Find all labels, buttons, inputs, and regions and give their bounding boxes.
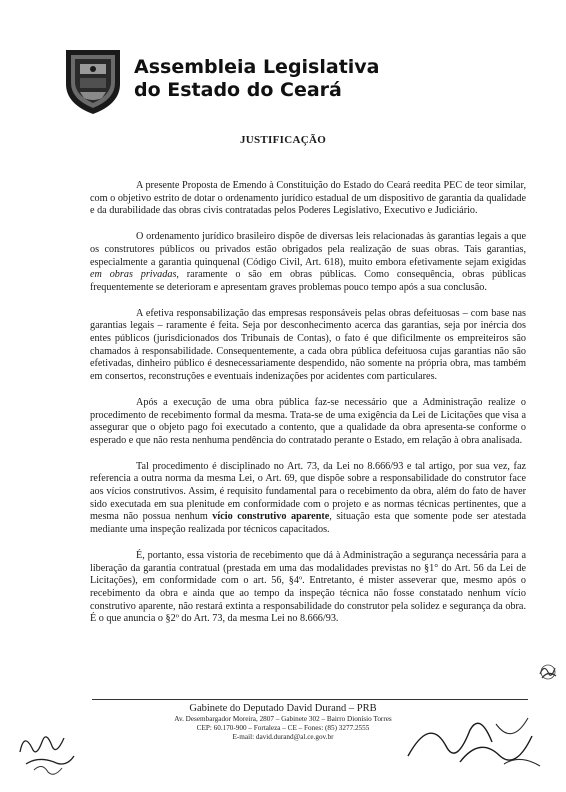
paragraph-1: A presente Proposta de Emendo à Constituição do Estado do Ceará reedita PEC de teor similar, com o objetivo estrito de dotar o ordenamento jurídico estadual de um dispositivo de garantia da qualidade e da durabilidade das obras civis contratadas pelos Poderes Legislativo, Executivo e Judiciário. bbox=[90, 180, 526, 217]
letterhead bbox=[62, 46, 392, 116]
justification-body bbox=[90, 180, 526, 626]
footer-address-line1: Av. Desembargador Moreira, 2807 – Gabinete 302 – Bairro Dionísio Torres bbox=[174, 715, 392, 723]
paragraph-3: A efetiva responsabilização das empresas responsáveis pelas obras defeituosas – com base nas garantias legais – raramente é feita. Seja por desconhecimento acerca das garantias, seja por inércia dos entes públicos (jurisdicionados dos Tribunais de Contas), o fato é que dificilmente os empreiteiros são chamados à responsabilidade. Consequentemente, a cada obra pública defeituosa cujas garantias não são efetivadas, dinheiro público é desnecessariamente despendido, não somente na própria obra, mas também em consertos, reconstruções e eventuais indenizações por acidentes com particulares. bbox=[90, 307, 526, 383]
footer-email: E-mail: david.durand@al.ce.gov.br bbox=[232, 733, 334, 741]
paragraph-5-text-a: Tal procedimento é disciplinado no Art. 73, da Lei no 8.666/93 e tal artigo, por sua vez, faz referencia a outra norma da mesma Lei, o Art. 69, que dispõe sobre a responsabilidade do construtor face aos vícios construtivos. Assim, é requisito fundamental para o recebimento da obra, além do fato de haver sido executada em sua plenitude em conformidade com o projeto e as normas técnicas pertinentes, que a mesma não possua nenhum bbox=[90, 460, 526, 523]
institution-name bbox=[134, 56, 380, 102]
footer-address-line2: CEP: 60.170-900 – Fortaleza – CE – Fones: (85) 3277.2555 bbox=[196, 724, 370, 732]
section-heading: JUSTIFICAÇÃO bbox=[239, 134, 327, 146]
institution-name-line1: Assembleia Legislativa bbox=[134, 56, 380, 78]
institution-name-line2: do Estado do Ceará bbox=[134, 79, 342, 101]
paragraph-2-text-a: O ordenamento jurídico brasileiro dispõe de diversas leis relacionadas às garantias legais a que os construtores públicos ou privados estão obrigados pela realização de suas obras. Tais garantias, especialmente a garantia quinquenal (Código Civil, Art. 618), muito embora efetivamente sejam exigidas bbox=[90, 231, 526, 268]
paragraph-5-strong: vício construtivo aparente bbox=[212, 511, 330, 523]
footer-office: Gabinete do Deputado David Durand – PRB bbox=[189, 703, 377, 714]
footer-divider bbox=[92, 699, 528, 700]
paragraph-2-text-b: , raramente o são em obras públicas. Como consequência, obras públicas frequentemente se deterioram e apresentam graves problemas pouco tempo após a sua conclusão. bbox=[90, 269, 526, 293]
paragraph-4: Após a execução de uma obra pública faz-se necessário que a Administração realize o procedimento de recebimento formal da mesma. Trata-se de uma exigência da Lei de Licitações que visa a assegurar que o objeto pago foi executado a contento, que a qualidade da obra apresenta-se conforme o esperado e que não resta nenhuma pendência do contratado perante o Estado, em relação à obra analisada. bbox=[90, 396, 526, 446]
state-crest-icon bbox=[62, 46, 124, 116]
signature-left-icon bbox=[14, 712, 84, 782]
paragraph-6: É, portanto, essa vistoria de recebimento que dá à Administração a segurança necessária para a liberação da garantia contratual (prestada em uma das modalidades previstas no §1° do Art. 56 da Lei de Licitações), em conformidade com o art. 56, §4º. Entretanto, é mister asseverar que, mesmo após o recebimento da obra e ainda que ao tempo da inspeção técnica não fosse constatado nenhum vício construtivo aparente, não restará extinta a responsabilidade do construtor pela solidez e segurança da obra. É o que anuncia o §2º do Art. 73, da mesma Lei no 8.666/93. bbox=[90, 549, 526, 625]
signature-right-icon bbox=[400, 706, 550, 776]
paragraph-5-text-b: , situação esta que somente pode ser atestada mediante uma inspeção realizada por técnicos capacitados. bbox=[90, 511, 526, 536]
paragraph-2-emphasis: em obras privadas bbox=[90, 269, 177, 281]
paragraph-2 bbox=[90, 231, 526, 295]
initials-mark-icon bbox=[536, 660, 560, 684]
paragraph-5 bbox=[90, 461, 526, 537]
